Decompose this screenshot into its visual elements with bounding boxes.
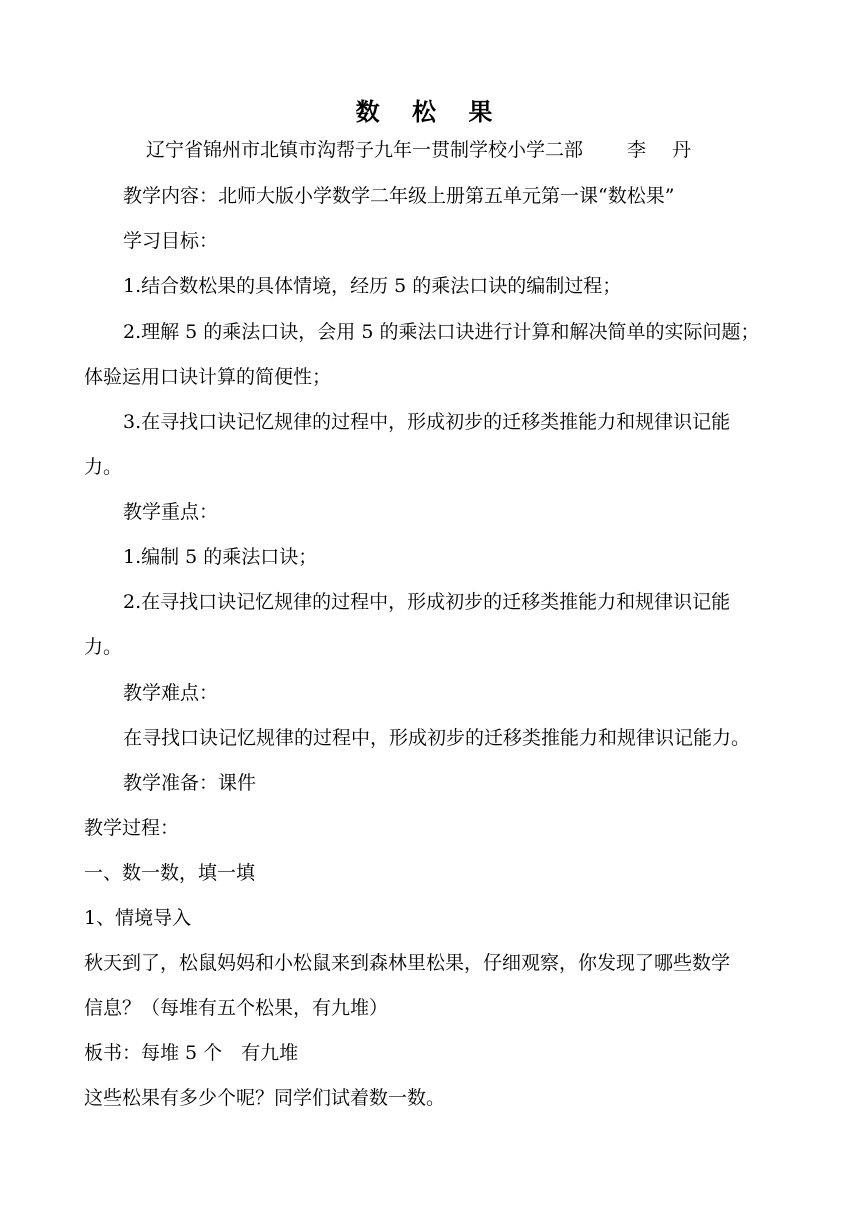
difficulty-text: 在寻找口诀记忆规律的过程中，形成初步的迁移类推能力和规律识记能力。: [123, 727, 751, 749]
goal-2: 2.理解 5 的乘法口诀，会用 5 的乘法口诀进行计算和解决简单的实际问题；: [123, 321, 760, 343]
difficulty-heading: 教学难点：: [123, 682, 219, 704]
goal-2-continued: 体验运用口诀计算的简便性；: [84, 366, 332, 388]
key-point-1: 1.编制 5 的乘法口诀；: [123, 546, 318, 568]
key-points-heading: 教学重点：: [123, 501, 219, 523]
goal-1: 1.结合数松果的具体情境，经历 5 的乘法口诀的编制过程；: [123, 275, 622, 297]
board-writing: 板书：每堆 5 个 有九堆: [84, 1042, 299, 1064]
preparation: 教学准备：课件: [123, 772, 257, 794]
key-point-2: 2.在寻找口诀记忆规律的过程中，形成初步的迁移类推能力和规律识记能: [123, 591, 731, 613]
author-line: [146, 138, 701, 162]
counting-prompt: 这些松果有多少个呢？同学们试着数一数。: [84, 1087, 446, 1109]
author-name: 李 丹: [627, 139, 702, 161]
document-title: 数 松 果: [355, 98, 505, 126]
learning-goals-heading: 学习目标：: [123, 230, 219, 252]
goal-3: 3.在寻找口诀记忆规律的过程中，形成初步的迁移类推能力和规律识记能: [123, 411, 731, 433]
key-point-2-continued: 力。: [84, 636, 123, 658]
scenario-text-continued: 信息？（每堆有五个松果，有九堆）: [84, 997, 389, 1019]
scenario-text: 秋天到了，松鼠妈妈和小松鼠来到森林里松果，仔细观察，你发现了哪些数学: [84, 952, 731, 974]
goal-3-continued: 力。: [84, 456, 123, 478]
teaching-content: 教学内容：北师大版小学数学二年级上册第五单元第一课“数松果”: [123, 185, 675, 207]
school-name: 辽宁省锦州市北镇市沟帮子九年一贯制学校小学二部: [146, 139, 584, 161]
process-heading: 教学过程：: [84, 817, 180, 839]
section-1-heading: 一、数一数，填一填: [84, 862, 256, 884]
subsection-1-heading: 1、情境导入: [84, 907, 192, 929]
